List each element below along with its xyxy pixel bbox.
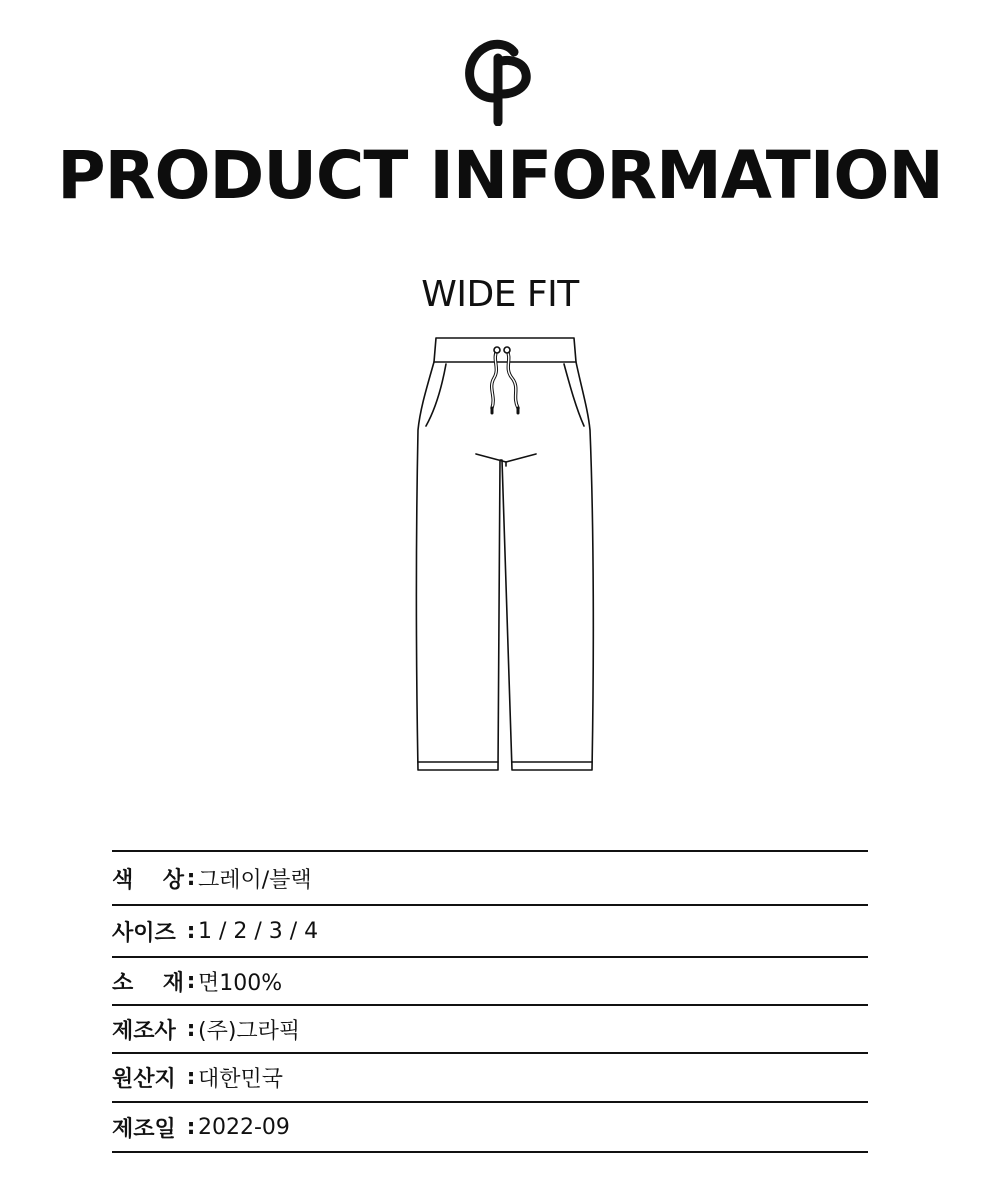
spec-colon: : [186, 1065, 196, 1090]
spec-label: 색 상 [112, 867, 184, 893]
fit-label: WIDE FIT [421, 274, 579, 315]
spec-colon: : [186, 1114, 196, 1140]
left-pocket [426, 364, 446, 426]
spec-label: 사이즈 [112, 920, 176, 946]
right-pocket [564, 364, 584, 426]
spec-value: 1 / 2 / 3 / 4 [198, 918, 319, 944]
spec-label: 제조일 [112, 1116, 176, 1142]
spec-label: 소 재 [112, 970, 184, 996]
spec-colon: : [186, 1016, 196, 1042]
spec-row-size [112, 906, 868, 958]
brand-logo [462, 38, 538, 126]
spec-colon: : [186, 865, 196, 891]
pants-illustration [400, 330, 600, 785]
spec-row-manufacture-date [112, 1103, 868, 1153]
spec-label: 제조사 [112, 1018, 176, 1044]
page-title: PRODUCT INFORMATION [57, 137, 943, 214]
spec-value: 면100% [198, 970, 283, 996]
spec-colon: : [186, 918, 196, 944]
spec-label: 원산지 [112, 1067, 176, 1092]
pants-outline [417, 362, 594, 770]
product-spec-table [112, 850, 868, 1153]
spec-value: 2022-09 [198, 1114, 290, 1140]
spec-value: 그레이/블랙 [198, 867, 312, 893]
spec-row-material [112, 958, 868, 1006]
spec-value: 대한민국 [198, 1067, 284, 1092]
spec-row-color [112, 852, 868, 906]
spec-value: (주)그라픽 [198, 1018, 301, 1044]
spec-colon: : [186, 968, 196, 994]
crotch-seam [476, 454, 536, 462]
spec-row-origin [112, 1054, 868, 1103]
spec-row-manufacturer [112, 1006, 868, 1054]
